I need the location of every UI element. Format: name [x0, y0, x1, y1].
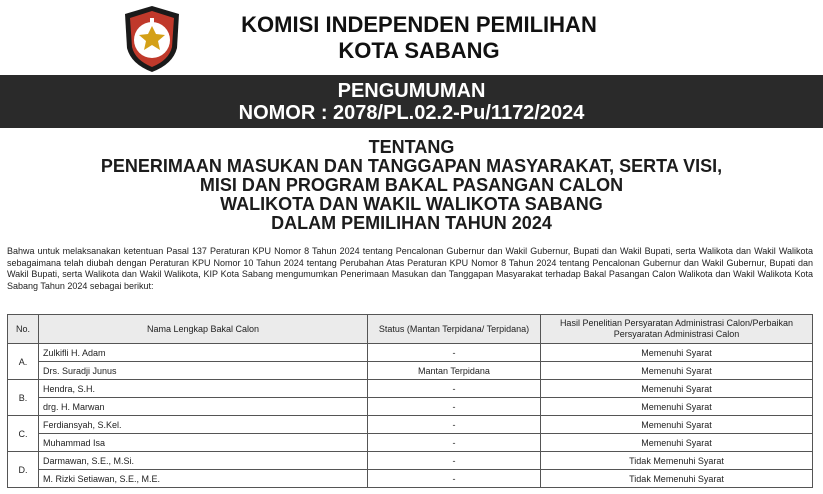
row-number: B.	[8, 380, 39, 416]
candidate-result: Memenuhi Syarat	[541, 380, 813, 398]
candidate-name: Ferdiansyah, S.Kel.	[39, 416, 368, 434]
topic-line: TENTANG	[368, 137, 455, 157]
candidate-result: Memenuhi Syarat	[541, 362, 813, 380]
topic-line: DALAM PEMILIHAN TAHUN 2024	[271, 213, 552, 233]
candidate-name: Drs. Suradji Junus	[39, 362, 368, 380]
candidate-result: Memenuhi Syarat	[541, 434, 813, 452]
candidates-table	[7, 314, 813, 488]
topic-line: PENERIMAAN MASUKAN DAN TANGGAPAN MASYARAKAT, SERTA VISI,	[100, 156, 723, 176]
table-row	[8, 416, 813, 434]
table-row	[8, 362, 813, 380]
candidate-name: Hendra, S.H.	[39, 380, 368, 398]
announcement-bar	[0, 75, 823, 128]
candidate-result: Memenuhi Syarat	[541, 416, 813, 434]
table-row	[8, 452, 813, 470]
candidate-name: Darmawan, S.E., M.Si.	[39, 452, 368, 470]
candidate-status: -	[368, 416, 541, 434]
institution-city: KOTA SABANG	[338, 38, 500, 63]
column-header-result: Hasil Penelitian Persyaratan Administrasi Calon/Perbaikan Persyaratan Administrasi Calon	[541, 315, 813, 344]
table-row	[8, 470, 813, 488]
candidate-status: -	[368, 434, 541, 452]
table-row	[8, 398, 813, 416]
candidate-status: Mantan Terpidana	[368, 362, 541, 380]
table-header-row	[8, 315, 813, 344]
candidate-name: Muhammad Isa	[39, 434, 368, 452]
kpu-emblem-icon	[121, 4, 183, 74]
topic-line: WALIKOTA DAN WAKIL WALIKOTA SABANG	[220, 194, 603, 214]
institution-name: KOMISI INDEPENDEN PEMILIHAN	[241, 12, 597, 37]
row-number: A.	[8, 344, 39, 380]
candidate-name: Zulkifli H. Adam	[39, 344, 368, 362]
institution-title	[195, 12, 643, 64]
candidate-result: Memenuhi Syarat	[541, 398, 813, 416]
candidate-result: Memenuhi Syarat	[541, 344, 813, 362]
announcement-title: PENGUMUMAN	[337, 80, 486, 102]
candidate-status: -	[368, 398, 541, 416]
topic-line: MISI DAN PROGRAM BAKAL PASANGAN CALON	[199, 175, 624, 195]
candidate-name: M. Rizki Setiawan, S.E., M.E.	[39, 470, 368, 488]
candidate-name: drg. H. Marwan	[39, 398, 368, 416]
candidate-result: Tidak Memenuhi Syarat	[541, 452, 813, 470]
candidate-status: -	[368, 452, 541, 470]
row-number: D.	[8, 452, 39, 488]
row-number: C.	[8, 416, 39, 452]
table-row	[8, 434, 813, 452]
column-header-no: No.	[8, 315, 39, 344]
announcement-body: Bahwa untuk melaksanakan ketentuan Pasal 137 Peraturan KPU Nomor 8 Tahun 2024 tentang Pencalonan Gubernur dan Wakil Gubernur, Bupati dan Wakil Bupati, serta Walikota dan Wakil Walikota sebagaimana telah diubah dengan Peraturan KPU Nomor 10 Tahun 2024 tentang Perubahan Atas Peraturan KPU Nomor 8 Tahun 2024 tentang Pencalonan Gubernur dan Wakil Gubernur, Bupati dan Wakil Bupati, serta Walikota dan Wakil Walikota, KIP Kota Sabang mengumumkan Penerimaan Masukan dan Tanggapan Masyarakat terhadap Bakal Pasangan Calon Walikota dan Wakil Walikota Kota Sabang Tahun 2024 sebagai berikut:	[7, 246, 813, 291]
announcement-topic	[20, 138, 803, 233]
candidate-status: -	[368, 380, 541, 398]
table-row	[8, 380, 813, 398]
column-header-name: Nama Lengkap Bakal Calon	[39, 315, 368, 344]
candidate-status: -	[368, 470, 541, 488]
table-row	[8, 344, 813, 362]
candidate-status: -	[368, 344, 541, 362]
candidate-result: Tidak Memenuhi Syarat	[541, 470, 813, 488]
column-header-status: Status (Mantan Terpidana/ Terpidana)	[368, 315, 541, 344]
announcement-number: NOMOR : 2078/PL.02.2-Pu/1172/2024	[238, 102, 585, 124]
